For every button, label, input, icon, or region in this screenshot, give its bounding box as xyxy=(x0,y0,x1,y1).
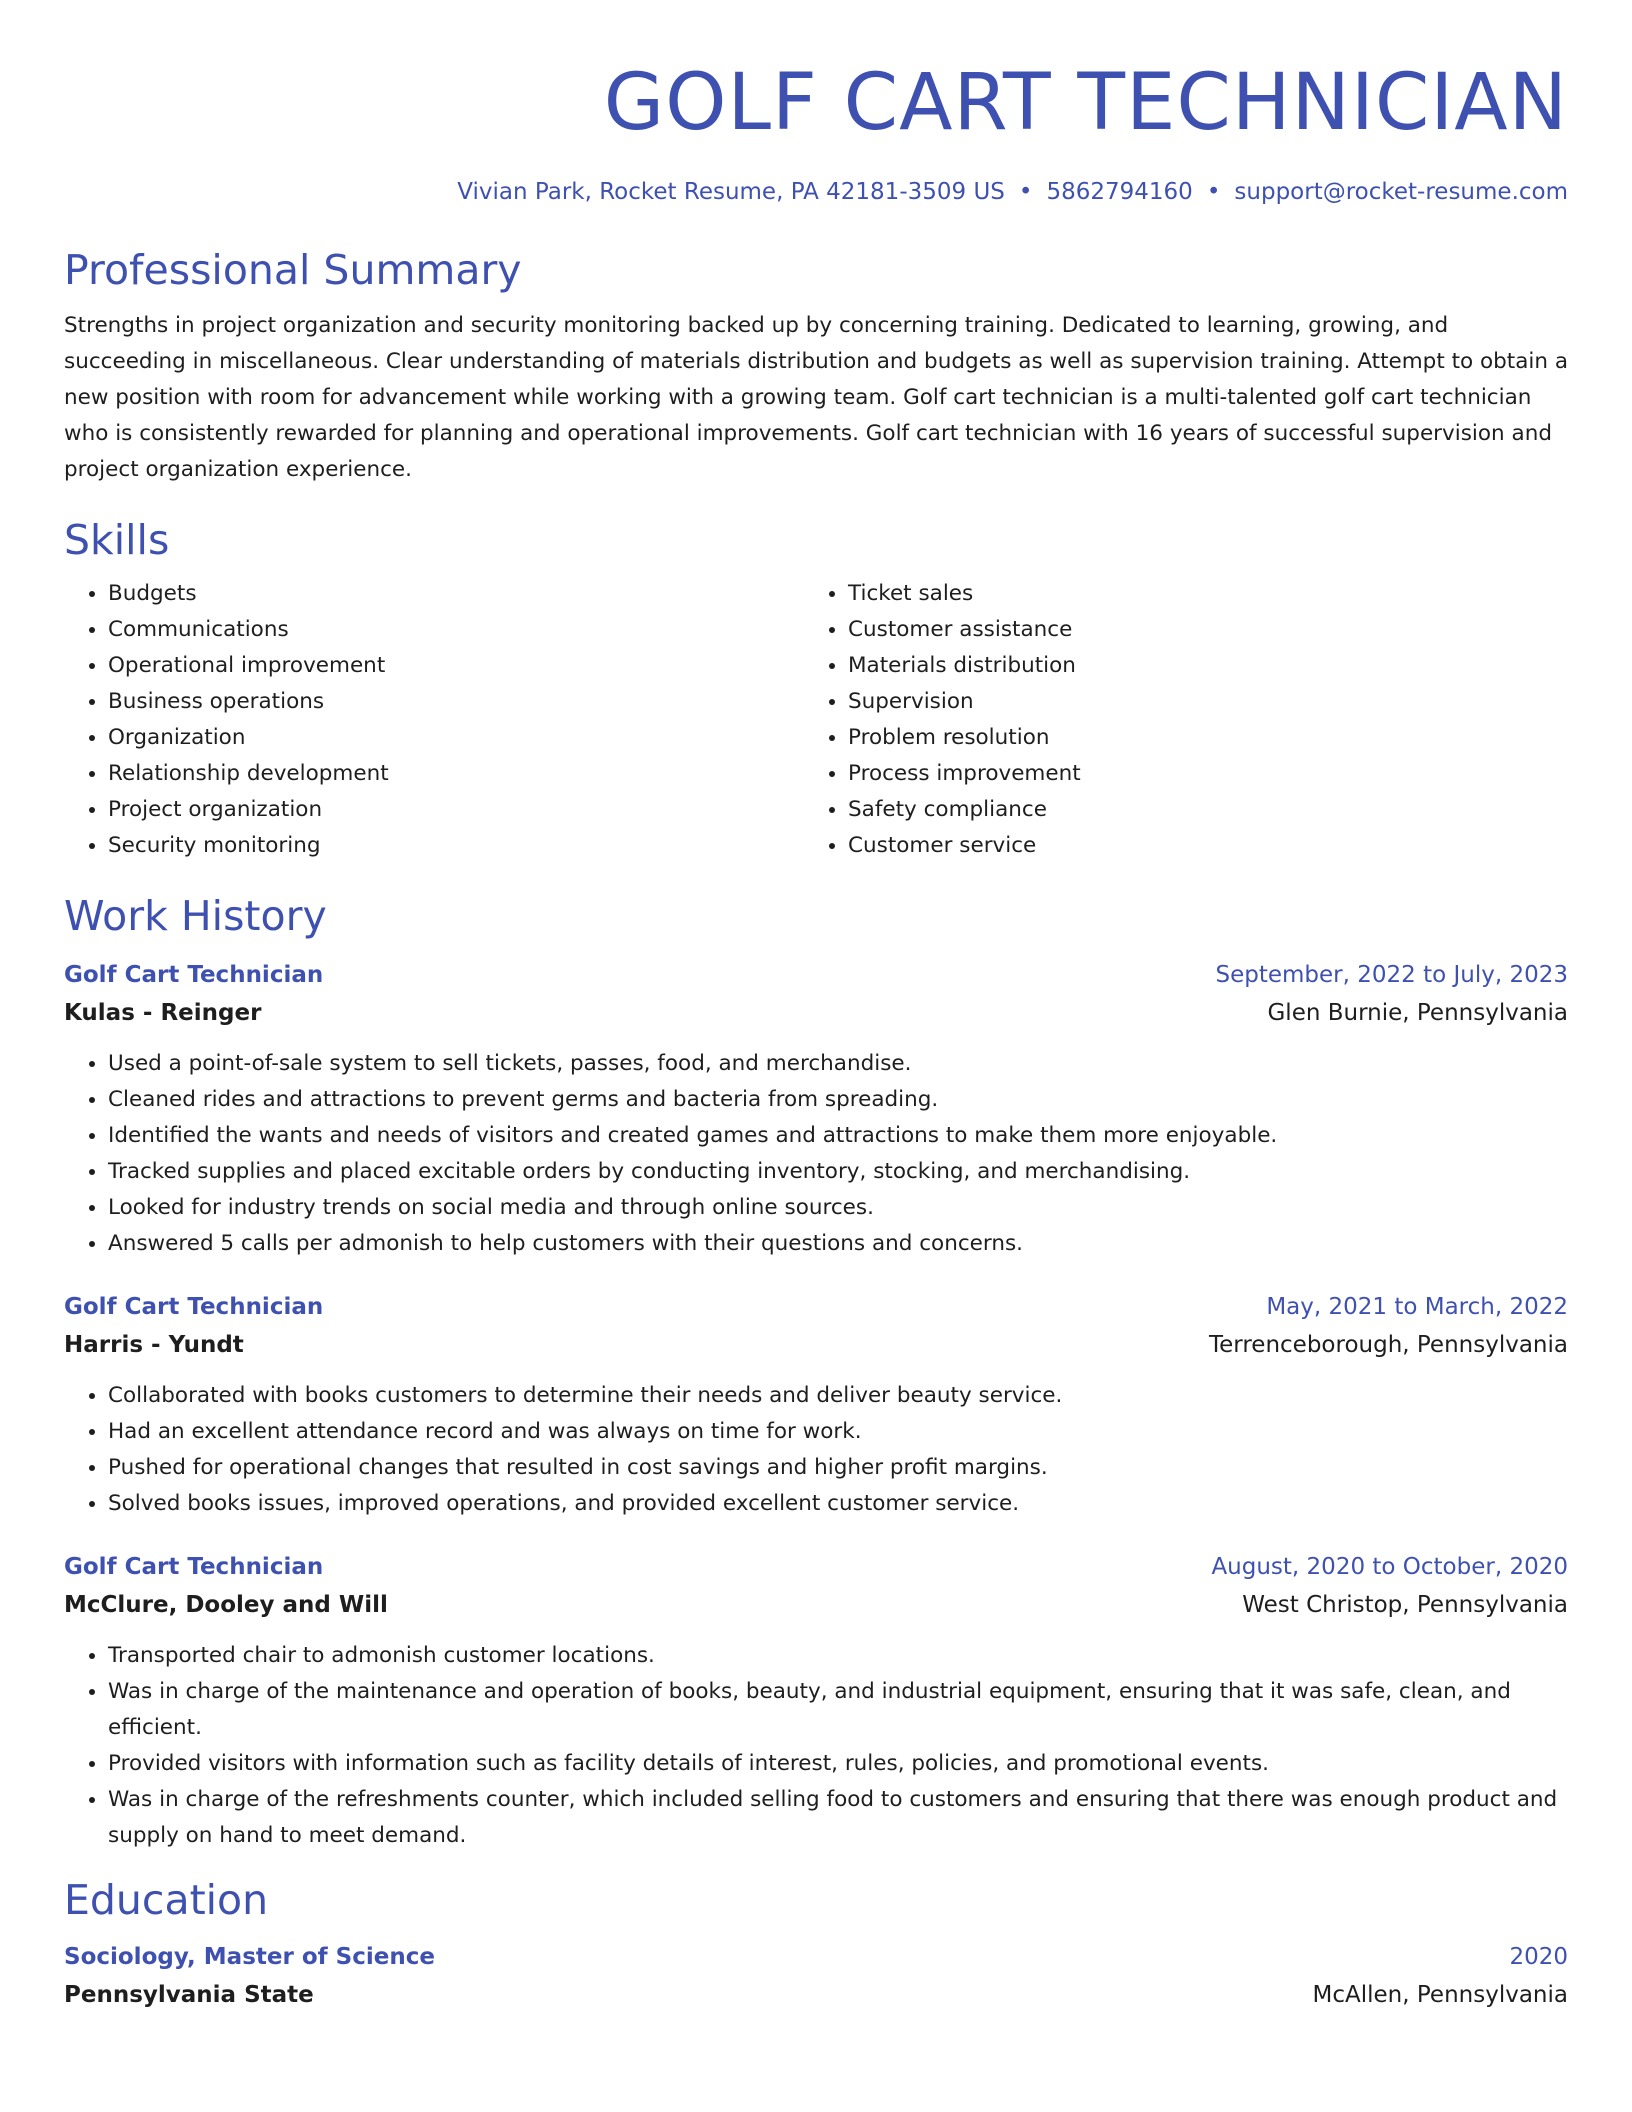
skill-item: • Customer service xyxy=(848,828,1544,864)
job-bullet: • Solved books issues, improved operations, and provided excellent customer service. xyxy=(108,1486,1568,1522)
contact-separator: • xyxy=(1018,179,1033,205)
skills-heading: Skills xyxy=(64,516,170,564)
skill-item: • Supervision xyxy=(848,684,1544,720)
job-bullet: • Tracked supplies and placed excitable orders by conducting inventory, stocking, and merchandising. xyxy=(108,1154,1568,1190)
skill-item: • Budgets xyxy=(108,576,804,612)
job-bullet: • Had an excellent attendance record and was always on time for work. xyxy=(108,1414,1568,1450)
job-bullet: • Answered 5 calls per admonish to help customers with their questions and concerns. xyxy=(108,1226,1568,1262)
contact-separator: • xyxy=(1206,179,1221,205)
job-company: Kulas - Reinger xyxy=(64,1000,262,1026)
job-entry xyxy=(64,1548,1568,1854)
job-bullet: • Was in charge of the maintenance and operation of books, beauty, and industrial equipment, ensuring that it was safe, clean, and efficient. xyxy=(108,1674,1568,1746)
education-entry xyxy=(64,1938,1568,2014)
job-bullets xyxy=(64,1638,1568,1854)
skill-item: • Process improvement xyxy=(848,756,1544,792)
education-degree: Sociology, Master of Science xyxy=(64,1944,435,1970)
contact-email: support@rocket-resume.com xyxy=(1234,179,1568,205)
job-bullet: • Identified the wants and needs of visitors and created games and attractions to make them more enjoyable. xyxy=(108,1118,1568,1154)
job-location: Terrenceborough, Pennsylvania xyxy=(1209,1332,1568,1358)
skill-item: • Security monitoring xyxy=(108,828,804,864)
skill-item: • Relationship development xyxy=(108,756,804,792)
job-role: Golf Cart Technician xyxy=(64,962,324,988)
education-school: Pennsylvania State xyxy=(64,1982,314,2008)
job-company: McClure, Dooley and Will xyxy=(64,1592,388,1618)
skill-item: • Business operations xyxy=(108,684,804,720)
contact-line xyxy=(64,176,1568,208)
job-role: Golf Cart Technician xyxy=(64,1294,324,1320)
job-bullets xyxy=(64,1378,1568,1522)
job-bullet: • Looked for industry trends on social media and through online sources. xyxy=(108,1190,1568,1226)
skills-column-left xyxy=(64,576,804,864)
job-bullet: • Pushed for operational changes that resulted in cost savings and higher profit margins. xyxy=(108,1450,1568,1486)
contact-phone: 5862794160 xyxy=(1046,179,1193,205)
job-bullet: • Was in charge of the refreshments counter, which included selling food to customers and ensuring that there was enough product and supply on hand to meet demand. xyxy=(108,1782,1568,1854)
work-history-heading: Work History xyxy=(64,892,327,940)
education-year: 2020 xyxy=(1509,1944,1568,1970)
job-dates: August, 2020 to October, 2020 xyxy=(1211,1554,1568,1580)
skill-item: • Safety compliance xyxy=(848,792,1544,828)
education-heading: Education xyxy=(64,1876,269,1924)
job-bullet: • Used a point-of-sale system to sell tickets, passes, food, and merchandise. xyxy=(108,1046,1568,1082)
skill-item: • Operational improvement xyxy=(108,648,804,684)
job-bullet: • Collaborated with books customers to determine their needs and deliver beauty service. xyxy=(108,1378,1568,1414)
job-location: West Christop, Pennsylvania xyxy=(1242,1592,1568,1618)
education-location: McAllen, Pennsylvania xyxy=(1312,1982,1568,2008)
skills-list xyxy=(64,576,1568,864)
resume-title: GOLF CART TECHNICIAN xyxy=(603,58,1568,148)
job-dates: September, 2022 to July, 2023 xyxy=(1215,962,1568,988)
skill-item: • Customer assistance xyxy=(848,612,1544,648)
job-bullet: • Provided visitors with information such as facility details of interest, rules, policies, and promotional events. xyxy=(108,1746,1568,1782)
skill-item: • Organization xyxy=(108,720,804,756)
summary-text: Strengths in project organization and security monitoring backed up by concerning training. Dedicated to learning, growing, and succeeding in miscellaneous. Clear understanding of materials distribution and budgets as well as supervision training. Attempt to obtain a new position with room for advancement while working with a growing team. Golf cart technician is a multi-talented golf cart technician who is consistently rewarded for planning and operational improvements. Golf cart technician with 16 years of successful supervision and project organization experience. xyxy=(64,313,1569,482)
summary-heading: Professional Summary xyxy=(64,246,522,294)
job-entry xyxy=(64,956,1568,1262)
skill-item: • Communications xyxy=(108,612,804,648)
job-role: Golf Cart Technician xyxy=(64,1554,324,1580)
skill-item: • Materials distribution xyxy=(848,648,1544,684)
job-company: Harris - Yundt xyxy=(64,1332,244,1358)
skill-item: • Project organization xyxy=(108,792,804,828)
skill-item: • Problem resolution xyxy=(848,720,1544,756)
skill-item: • Ticket sales xyxy=(848,576,1544,612)
job-dates: May, 2021 to March, 2022 xyxy=(1266,1294,1568,1320)
job-bullets xyxy=(64,1046,1568,1262)
contact-address: Vivian Park, Rocket Resume, PA 42181-3509 US xyxy=(457,179,1005,205)
job-bullet: • Transported chair to admonish customer locations. xyxy=(108,1638,1568,1674)
skills-column-right xyxy=(804,576,1544,864)
job-location: Glen Burnie, Pennsylvania xyxy=(1267,1000,1568,1026)
job-bullet: • Cleaned rides and attractions to prevent germs and bacteria from spreading. xyxy=(108,1082,1568,1118)
job-entry xyxy=(64,1288,1568,1522)
